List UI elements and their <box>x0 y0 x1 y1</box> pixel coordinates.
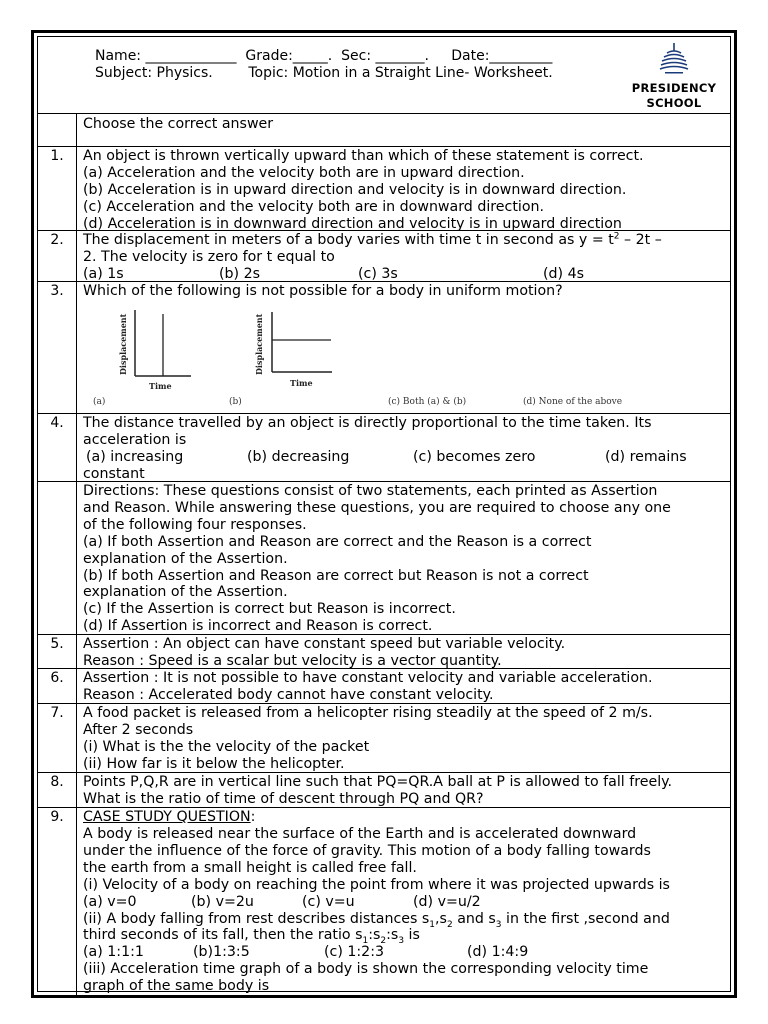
book-tower-icon <box>657 41 691 77</box>
question-number: 1. <box>38 147 77 230</box>
school-name: PRESIDENCY SCHOOL <box>631 81 717 110</box>
option-c: (c) Both (a) & (b) <box>388 396 467 407</box>
question-number: 3. <box>38 282 77 413</box>
question-row-6 <box>38 669 730 704</box>
topic-label: Topic: Motion in a Straight Line- Worksheet. <box>248 65 553 81</box>
header-line-1: Name: _____________ Grade:_____. Sec: _______. Date:_________ <box>95 48 553 64</box>
question-number: 7. <box>38 704 77 772</box>
worksheet-table <box>37 36 731 995</box>
question-number: 4. <box>38 414 77 481</box>
question-text: The distance travelled by an object is directly proportional to the time taken. Its acceleration is (a) increasing (b) decreasing (c) becomes zero (d) remains constant <box>83 415 726 483</box>
options-row: (a) 1s (b) 2s (c) 3s (d) 4s <box>83 265 585 282</box>
question-row-4 <box>38 414 730 482</box>
options-row: (a) v=0 (b) v=2u (c) v=u (d) v=u/2 <box>83 893 481 910</box>
question-text: Assertion : An object can have constant speed but variable velocity. Reason : Speed is a scalar but velocity is a vector quantity. <box>83 636 566 669</box>
question-text: An object is thrown vertically upward than which of these statement is correct. (a) Acceleration and the velocity both are in upward direction. (b) Acceleration is in upward direction and velocity is in downward direction. (c) Acceleration and the velocity both are in downward direction. (d) Acceleration is in downward direction and velocity is in upward direction <box>83 148 644 232</box>
section-title: Choose the correct answer <box>83 116 274 132</box>
question-row-8 <box>38 773 730 808</box>
question-row-9 <box>38 808 730 997</box>
question-text: Which of the following is not possible for a body in uniform motion? Displacement Time (a) Displacement Time (b) (c) Both (a) & (b) (d) None of the above <box>83 283 726 408</box>
question-number: 2. <box>38 231 77 281</box>
question-text: Points P,Q,R are in vertical line such that PQ=QR.A ball at P is allowed to fall freely. What is the ratio of time of descent through PQ and QR? <box>83 774 673 807</box>
question-number: 8. <box>38 773 77 807</box>
question-text: A food packet is released from a helicopter rising steadily at the speed of 2 m/s. After 2 seconds (i) What is the the velocity of the packet (ii) How far is it below the helicopter. <box>83 705 653 772</box>
question-text: Assertion : It is not possible to have constant velocity and variable acceleration. Reason : Accelerated body cannot have constant velocity. <box>83 670 653 703</box>
question-row-2 <box>38 231 730 282</box>
question-row-3 <box>38 282 730 414</box>
school-logo <box>626 41 722 111</box>
graph-b-xlabel: Time <box>290 377 313 388</box>
question-row-1 <box>38 147 730 231</box>
question-number: 9. <box>38 808 77 997</box>
displacement-time-graphs <box>83 300 703 408</box>
question-number: 5. <box>38 635 77 668</box>
worksheet-page <box>31 30 737 998</box>
graph-b <box>229 312 332 407</box>
worksheet-header <box>38 37 730 114</box>
section-title-row <box>38 114 730 147</box>
option-d: (d) None of the above <box>523 396 623 407</box>
subject-label: Subject: Physics. <box>95 65 213 81</box>
options-row: (a) 1:1:1 (b)1:3:5 (c) 1:2:3 (d) 1:4:9 <box>83 944 529 961</box>
question-row-5 <box>38 635 730 669</box>
case-study-heading: CASE STUDY QUESTION <box>83 809 251 825</box>
question-text: The displacement in meters of a body varies with time t in second as $y = t^2 - 2t$ – 2. The velocity is zero for t equal to (a) 1s (b) 2s (c) 3s (d) 4s <box>83 232 726 283</box>
directions-text: Directions: These questions consist of two statements, each printed as Assertion and Reason. While answering these questions, you are required to choose any one of the following four responses. (a) If both Assertion and Reason are correct and the Reason is a correct explanation of the Assertion. (b) If both Assertion and Reason are correct but Reason is not a correct explanation of the Assertion. (c) If the Assertion is correct but Reason is incorrect. (d) If Assertion is incorrect and Reason is correct. <box>83 483 671 635</box>
graph-a <box>93 310 191 407</box>
case-study-text: CASE STUDY QUESTION: A body is released near the surface of the Earth and is accelerated downward under the influence of the force of gravity. This motion of a body falling towards the earth from a small height is called free fall. (i) Velocity of a body on reaching the point from where it was projected upwards is (a) v=0 (b) v=2u (c) v=u (d) v=u/2 (ii) A body falling from rest describes distances $s_1,s_2$ and $s_3$ in the first ,second and third seconds of its fall, then the ratio $s_1:s_2:s_3$ is (a) 1:1:1 (b)1:3:5 (c) 1:2:3 (d) 1:4:9 (iii) Acceleration time graph of a body is shown the corresponding velocity time graph of the same body is <box>83 809 726 995</box>
graph-a-xlabel: Time <box>149 380 172 391</box>
directions-row <box>38 482 730 635</box>
question-number: 6. <box>38 669 77 703</box>
question-row-7 <box>38 704 730 773</box>
options-row: (a) increasing (b) decreasing (c) becomes zero (d) remains <box>86 448 687 465</box>
graph-b-ylabel: Displacement <box>254 313 264 375</box>
graph-a-label: (a) <box>93 396 106 407</box>
graph-b-label: (b) <box>229 396 242 407</box>
graph-a-ylabel: Displacement <box>118 313 128 375</box>
header-line-2 <box>95 65 553 81</box>
